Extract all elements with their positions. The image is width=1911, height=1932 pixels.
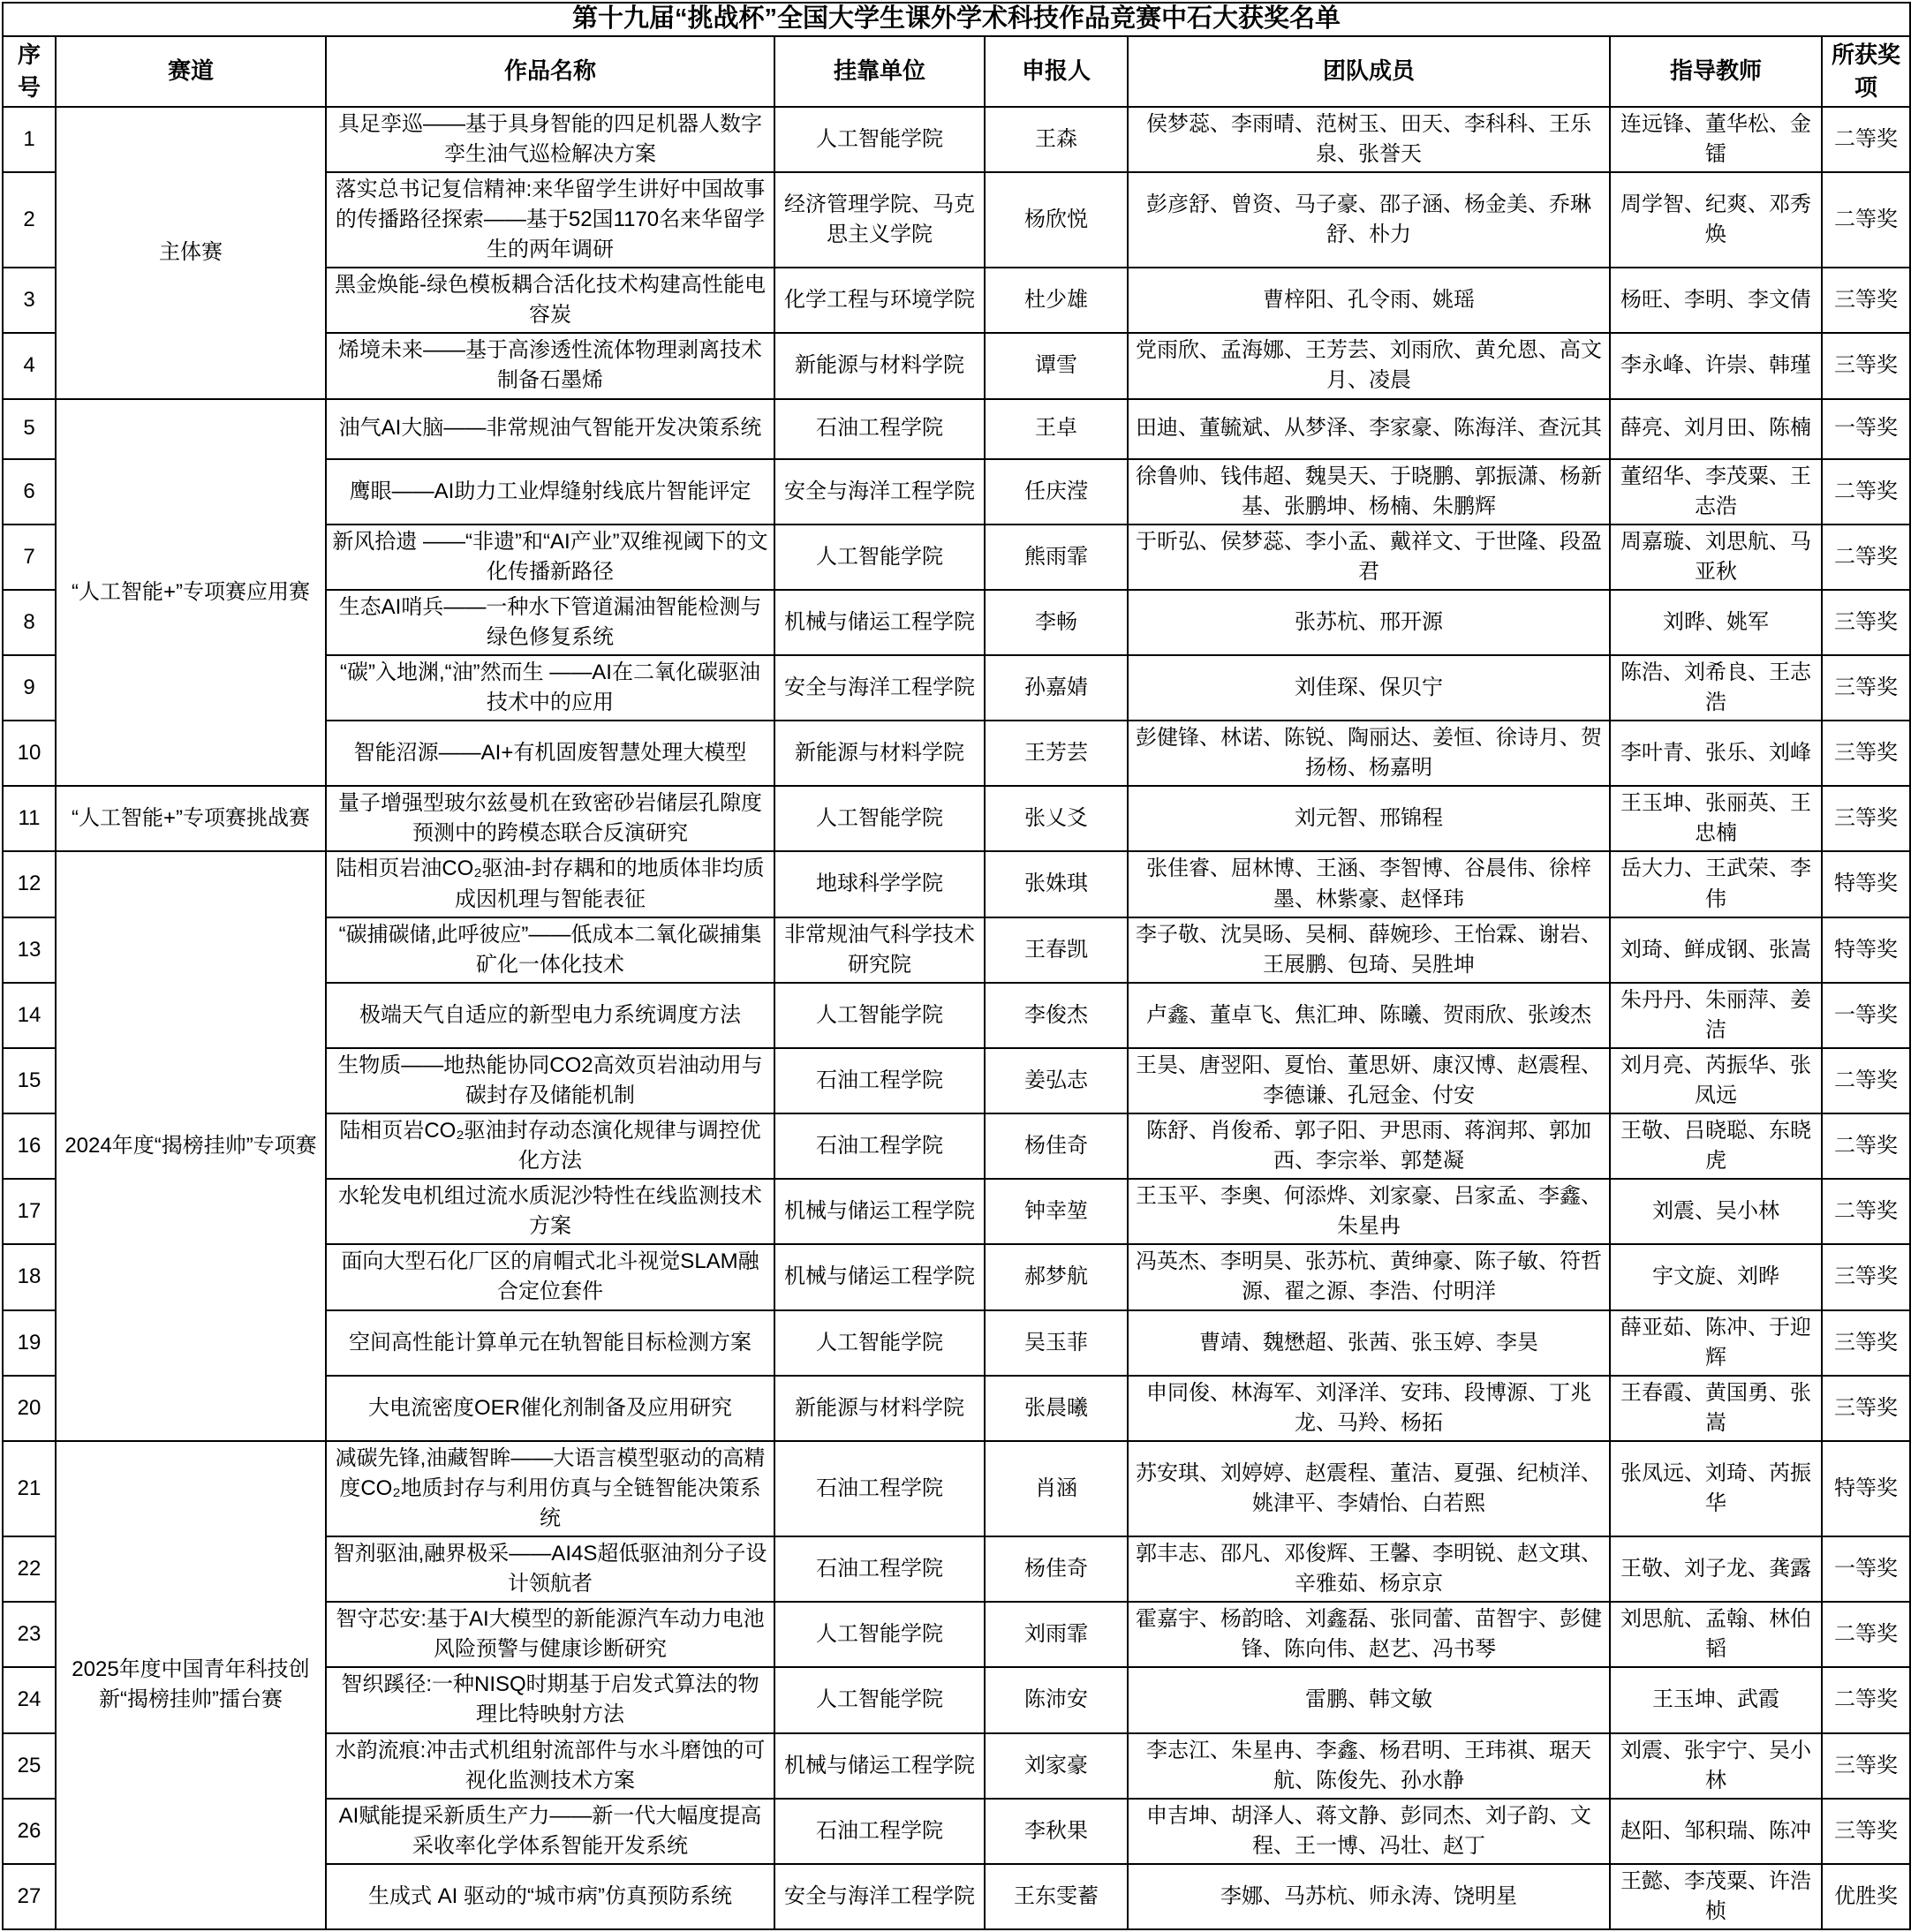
table-head	[3, 3, 1910, 107]
applicant-cell: 王卓	[985, 399, 1128, 459]
work-name-cell: 空间高性能计算单元在轨智能目标检测方案	[326, 1310, 774, 1376]
award-cell: 一等奖	[1822, 399, 1910, 459]
unit-cell: 地球科学学院	[774, 851, 985, 917]
award-cell: 特等奖	[1822, 851, 1910, 917]
advisors-cell: 刘琦、鲜成钢、张嵩	[1610, 917, 1822, 983]
row-number-cell: 1	[3, 107, 56, 172]
advisors-cell: 董绍华、李茂粟、王志浩	[1610, 459, 1822, 525]
team-members-cell: 刘元智、邢锦程	[1128, 786, 1610, 851]
team-members-cell: 雷鹏、韩文敏	[1128, 1667, 1610, 1732]
row-number-cell: 2	[3, 172, 56, 268]
work-name-cell: “碳”入地渊,“油”然而生 ——AI在二氧化碳驱油技术中的应用	[326, 655, 774, 721]
row-number-cell: 25	[3, 1733, 56, 1799]
unit-cell: 安全与海洋工程学院	[774, 459, 985, 525]
applicant-cell: 张晨曦	[985, 1376, 1128, 1441]
team-members-cell: 李志江、朱星冉、李鑫、杨君明、王玮祺、琚天航、陈俊先、孙水静	[1128, 1733, 1610, 1799]
award-cell: 特等奖	[1822, 917, 1910, 983]
unit-cell: 非常规油气科学技术研究院	[774, 917, 985, 983]
row-number-cell: 11	[3, 786, 56, 851]
table-body	[3, 107, 1910, 1929]
column-header-advisors: 指导教师	[1610, 36, 1822, 107]
award-cell: 一等奖	[1822, 1536, 1910, 1602]
applicant-cell: 张乂爻	[985, 786, 1128, 851]
applicant-cell: 王东雯蓄	[985, 1864, 1128, 1929]
applicant-cell: 杨佳奇	[985, 1113, 1128, 1179]
team-members-cell: 王昊、唐翌阳、夏怡、董思妍、康汉博、赵震程、李德谦、孔冠金、付安	[1128, 1048, 1610, 1113]
advisors-cell: 王懿、李茂粟、许浩桢	[1610, 1864, 1822, 1929]
award-cell: 三等奖	[1822, 655, 1910, 721]
work-name-cell: 生态AI哨兵——一种水下管道漏油智能检测与绿色修复系统	[326, 590, 774, 655]
team-members-cell: 彭彦舒、曾资、马子豪、邵子涵、杨金美、乔琳舒、朴力	[1128, 172, 1610, 268]
team-members-cell: 于昕弘、侯梦蕊、李小孟、戴祥文、于世隆、段盈君	[1128, 525, 1610, 590]
column-header-unit: 挂靠单位	[774, 36, 985, 107]
applicant-cell: 吴玉菲	[985, 1310, 1128, 1376]
row-number-cell: 15	[3, 1048, 56, 1113]
row-number-cell: 22	[3, 1536, 56, 1602]
advisors-cell: 张凤远、刘琦、芮振华	[1610, 1441, 1822, 1536]
applicant-cell: 谭雪	[985, 333, 1128, 398]
advisors-cell: 刘晔、姚军	[1610, 590, 1822, 655]
award-cell: 二等奖	[1822, 1667, 1910, 1732]
team-members-cell: 曹靖、魏懋超、张茜、张玉婷、李昊	[1128, 1310, 1610, 1376]
applicant-cell: 孙嘉婧	[985, 655, 1128, 721]
unit-cell: 人工智能学院	[774, 1667, 985, 1732]
advisors-cell: 王春霞、黄国勇、张嵩	[1610, 1376, 1822, 1441]
row-number-cell: 12	[3, 851, 56, 917]
row-number-cell: 6	[3, 459, 56, 525]
row-number-cell: 14	[3, 983, 56, 1048]
column-header-applicant: 申报人	[985, 36, 1128, 107]
awards-table	[2, 2, 1911, 1930]
unit-cell: 石油工程学院	[774, 399, 985, 459]
unit-cell: 石油工程学院	[774, 1441, 985, 1536]
award-cell: 特等奖	[1822, 1441, 1910, 1536]
team-members-cell: 党雨欣、孟海娜、王芳芸、刘雨欣、黄允恩、高文月、凌晨	[1128, 333, 1610, 398]
team-members-cell: 陈舒、肖俊希、郭子阳、尹思雨、蒋润邦、郭加西、李宗举、郭楚凝	[1128, 1113, 1610, 1179]
team-members-cell: 曹梓阳、孔令雨、姚瑶	[1128, 268, 1610, 333]
advisors-cell: 陈浩、刘希良、王志浩	[1610, 655, 1822, 721]
column-header-team: 团队成员	[1128, 36, 1610, 107]
award-cell: 三等奖	[1822, 1733, 1910, 1799]
award-cell: 二等奖	[1822, 459, 1910, 525]
row-number-cell: 27	[3, 1864, 56, 1929]
advisors-cell: 薛亮、刘月田、陈楠	[1610, 399, 1822, 459]
table-row	[3, 399, 1910, 459]
team-members-cell: 申同俊、林海军、刘泽洋、安玮、段博源、丁兆龙、马羚、杨拓	[1128, 1376, 1610, 1441]
award-cell: 三等奖	[1822, 1310, 1910, 1376]
award-cell: 三等奖	[1822, 1799, 1910, 1864]
row-number-cell: 21	[3, 1441, 56, 1536]
advisors-cell: 王玉坤、张丽英、王忠楠	[1610, 786, 1822, 851]
applicant-cell: 熊雨霏	[985, 525, 1128, 590]
award-cell: 三等奖	[1822, 268, 1910, 333]
unit-cell: 石油工程学院	[774, 1799, 985, 1864]
track-cell: 2025年度中国青年科技创新“揭榜挂帅”擂台赛	[56, 1441, 326, 1929]
team-members-cell: 王玉平、李奥、何添烨、刘家豪、吕家孟、李鑫、朱星冉	[1128, 1179, 1610, 1244]
column-header-track: 赛道	[56, 36, 326, 107]
row-number-cell: 20	[3, 1376, 56, 1441]
team-members-cell: 申吉坤、胡泽人、蒋文静、彭同杰、刘子韵、文程、王一博、冯壮、赵丁	[1128, 1799, 1610, 1864]
advisors-cell: 周嘉璇、刘思航、马亚秋	[1610, 525, 1822, 590]
award-cell: 二等奖	[1822, 172, 1910, 268]
unit-cell: 机械与储运工程学院	[774, 1244, 985, 1309]
work-name-cell: 落实总书记复信精神:来华留学生讲好中国故事的传播路径探索——基于52国1170名来华留学生的两年调研	[326, 172, 774, 268]
advisors-cell: 刘月亮、芮振华、张凤远	[1610, 1048, 1822, 1113]
applicant-cell: 刘雨霏	[985, 1602, 1128, 1667]
advisors-cell: 刘震、吴小林	[1610, 1179, 1822, 1244]
work-name-cell: “碳捕碳储,此呼彼应”——低成本二氧化碳捕集矿化一体化技术	[326, 917, 774, 983]
work-name-cell: 烯境未来——基于高渗透性流体物理剥离技术制备石墨烯	[326, 333, 774, 398]
unit-cell: 人工智能学院	[774, 786, 985, 851]
header-row	[3, 36, 1910, 107]
row-number-cell: 4	[3, 333, 56, 398]
advisors-cell: 王玉坤、武霞	[1610, 1667, 1822, 1732]
advisors-cell: 岳大力、王武荣、李伟	[1610, 851, 1822, 917]
work-name-cell: 陆相页岩CO₂驱油封存动态演化规律与调控优化方法	[326, 1113, 774, 1179]
track-cell: “人工智能+”专项赛挑战赛	[56, 786, 326, 851]
unit-cell: 人工智能学院	[774, 1310, 985, 1376]
title-row	[3, 3, 1910, 36]
work-name-cell: 面向大型石化厂区的肩帽式北斗视觉SLAM融合定位套件	[326, 1244, 774, 1309]
award-cell: 二等奖	[1822, 107, 1910, 172]
advisors-cell: 杨旺、李明、李文倩	[1610, 268, 1822, 333]
unit-cell: 化学工程与环境学院	[774, 268, 985, 333]
applicant-cell: 刘家豪	[985, 1733, 1128, 1799]
work-name-cell: 新风拾遗 ——“非遗”和“AI产业”双维视阈下的文化传播新路径	[326, 525, 774, 590]
row-number-cell: 8	[3, 590, 56, 655]
unit-cell: 新能源与材料学院	[774, 721, 985, 786]
work-name-cell: 极端天气自适应的新型电力系统调度方法	[326, 983, 774, 1048]
applicant-cell: 郝梦航	[985, 1244, 1128, 1309]
unit-cell: 经济管理学院、马克思主义学院	[774, 172, 985, 268]
column-header-work: 作品名称	[326, 36, 774, 107]
team-members-cell: 徐鲁帅、钱伟超、魏昊天、于晓鹏、郭振潇、杨新基、张鹏坤、杨楠、朱鹏辉	[1128, 459, 1610, 525]
team-members-cell: 侯梦蕊、李雨晴、范树玉、田天、李科科、王乐泉、张誉天	[1128, 107, 1610, 172]
page-title: 第十九届“挑战杯”全国大学生课外学术科技作品竞赛中石大获奖名单	[3, 3, 1910, 36]
work-name-cell: 生物质——地热能协同CO2高效页岩油动用与碳封存及储能机制	[326, 1048, 774, 1113]
applicant-cell: 杨欣悦	[985, 172, 1128, 268]
work-name-cell: 量子增强型玻尔兹曼机在致密砂岩储层孔隙度预测中的跨模态联合反演研究	[326, 786, 774, 851]
award-cell: 三等奖	[1822, 721, 1910, 786]
work-name-cell: 智剂驱油,融界极采——AI4S超低驱油剂分子设计领航者	[326, 1536, 774, 1602]
team-members-cell: 郭丰志、邵凡、邓俊辉、王馨、李明锐、赵文琪、辛雅茹、杨京京	[1128, 1536, 1610, 1602]
team-members-cell: 刘佳琛、保贝宁	[1128, 655, 1610, 721]
column-header-award: 所获奖项	[1822, 36, 1910, 107]
row-number-cell: 9	[3, 655, 56, 721]
team-members-cell: 田迪、董毓斌、从梦泽、李家豪、陈海洋、查沅其	[1128, 399, 1610, 459]
unit-cell: 石油工程学院	[774, 1048, 985, 1113]
team-members-cell: 卢鑫、董卓飞、焦汇珅、陈曦、贺雨欣、张竣杰	[1128, 983, 1610, 1048]
work-name-cell: 水韵流痕:冲击式机组射流部件与水斗磨蚀的可视化监测技术方案	[326, 1733, 774, 1799]
applicant-cell: 李畅	[985, 590, 1128, 655]
applicant-cell: 姜弘志	[985, 1048, 1128, 1113]
award-cell: 二等奖	[1822, 1179, 1910, 1244]
unit-cell: 石油工程学院	[774, 1536, 985, 1602]
unit-cell: 机械与储运工程学院	[774, 590, 985, 655]
applicant-cell: 陈沛安	[985, 1667, 1128, 1732]
advisors-cell: 宇文旋、刘晔	[1610, 1244, 1822, 1309]
row-number-cell: 17	[3, 1179, 56, 1244]
advisors-cell: 连远锋、董华松、金镭	[1610, 107, 1822, 172]
team-members-cell: 霍嘉宇、杨韵晗、刘鑫磊、张同蕾、苗智宇、彭健锋、陈向伟、赵艺、冯书琴	[1128, 1602, 1610, 1667]
work-name-cell: 智能沼源——AI+有机固废智慧处理大模型	[326, 721, 774, 786]
unit-cell: 人工智能学院	[774, 983, 985, 1048]
row-number-cell: 3	[3, 268, 56, 333]
work-name-cell: 智织蹊径:一种NISQ时期基于启发式算法的物理比特映射方法	[326, 1667, 774, 1732]
advisors-cell: 薛亚茹、陈冲、于迎辉	[1610, 1310, 1822, 1376]
award-cell: 优胜奖	[1822, 1864, 1910, 1929]
applicant-cell: 肖涵	[985, 1441, 1128, 1536]
work-name-cell: AI赋能提采新质生产力——新一代大幅度提高采收率化学体系智能开发系统	[326, 1799, 774, 1864]
row-number-cell: 26	[3, 1799, 56, 1864]
advisors-cell: 朱丹丹、朱丽萍、姜洁	[1610, 983, 1822, 1048]
work-name-cell: 大电流密度OER催化剂制备及应用研究	[326, 1376, 774, 1441]
table-row	[3, 786, 1910, 851]
unit-cell: 人工智能学院	[774, 1602, 985, 1667]
team-members-cell: 李娜、马苏杭、师永涛、饶明星	[1128, 1864, 1610, 1929]
unit-cell: 机械与储运工程学院	[774, 1733, 985, 1799]
unit-cell: 人工智能学院	[774, 107, 985, 172]
applicant-cell: 王春凯	[985, 917, 1128, 983]
row-number-cell: 16	[3, 1113, 56, 1179]
award-cell: 二等奖	[1822, 1113, 1910, 1179]
award-cell: 一等奖	[1822, 983, 1910, 1048]
applicant-cell: 李俊杰	[985, 983, 1128, 1048]
unit-cell: 新能源与材料学院	[774, 333, 985, 398]
track-cell: 2024年度“揭榜挂帅”专项赛	[56, 851, 326, 1440]
table-row	[3, 851, 1910, 917]
award-cell: 二等奖	[1822, 1048, 1910, 1113]
advisors-cell: 刘思航、孟翰、林伯韬	[1610, 1602, 1822, 1667]
work-name-cell: 具足孪巡——基于具身智能的四足机器人数字孪生油气巡检解决方案	[326, 107, 774, 172]
award-cell: 三等奖	[1822, 786, 1910, 851]
work-name-cell: 生成式 AI 驱动的“城市病”仿真预防系统	[326, 1864, 774, 1929]
table-row	[3, 1441, 1910, 1536]
work-name-cell: 陆相页岩油CO₂驱油-封存耦和的地质体非均质成因机理与智能表征	[326, 851, 774, 917]
advisors-cell: 周学智、纪爽、邓秀焕	[1610, 172, 1822, 268]
team-members-cell: 张佳睿、屈林博、王涵、李智博、谷晨伟、徐梓墨、林紫豪、赵怿玮	[1128, 851, 1610, 917]
row-number-cell: 19	[3, 1310, 56, 1376]
award-cell: 二等奖	[1822, 1602, 1910, 1667]
work-name-cell: 黑金焕能-绿色模板耦合活化技术构建高性能电容炭	[326, 268, 774, 333]
work-name-cell: 油气AI大脑——非常规油气智能开发决策系统	[326, 399, 774, 459]
advisors-cell: 王敬、刘子龙、龚露	[1610, 1536, 1822, 1602]
applicant-cell: 杨佳奇	[985, 1536, 1128, 1602]
unit-cell: 石油工程学院	[774, 1113, 985, 1179]
row-number-cell: 24	[3, 1667, 56, 1732]
unit-cell: 安全与海洋工程学院	[774, 1864, 985, 1929]
advisors-cell: 刘震、张宇宁、吴小林	[1610, 1733, 1822, 1799]
unit-cell: 机械与储运工程学院	[774, 1179, 985, 1244]
applicant-cell: 王芳芸	[985, 721, 1128, 786]
work-name-cell: 减碳先锋,油藏智眸——大语言模型驱动的高精度CO₂地质封存与利用仿真与全链智能决策系统	[326, 1441, 774, 1536]
column-header-no: 序号	[3, 36, 56, 107]
applicant-cell: 杜少雄	[985, 268, 1128, 333]
applicant-cell: 任庆滢	[985, 459, 1128, 525]
track-cell: 主体赛	[56, 107, 326, 399]
unit-cell: 人工智能学院	[774, 525, 985, 590]
work-name-cell: 鹰眼——AI助力工业焊缝射线底片智能评定	[326, 459, 774, 525]
row-number-cell: 18	[3, 1244, 56, 1309]
award-cell: 三等奖	[1822, 1376, 1910, 1441]
row-number-cell: 10	[3, 721, 56, 786]
row-number-cell: 13	[3, 917, 56, 983]
team-members-cell: 彭健锋、林诺、陈锐、陶丽达、姜恒、徐诗月、贺扬杨、杨嘉明	[1128, 721, 1610, 786]
team-members-cell: 冯英杰、李明昊、张苏杭、黄绅豪、陈子敏、符哲源、翟之源、李浩、付明洋	[1128, 1244, 1610, 1309]
work-name-cell: 智守芯安:基于AI大模型的新能源汽车动力电池风险预警与健康诊断研究	[326, 1602, 774, 1667]
work-name-cell: 水轮发电机组过流水质泥沙特性在线监测技术方案	[326, 1179, 774, 1244]
award-cell: 三等奖	[1822, 333, 1910, 398]
row-number-cell: 5	[3, 399, 56, 459]
row-number-cell: 7	[3, 525, 56, 590]
table-row	[3, 107, 1910, 172]
unit-cell: 安全与海洋工程学院	[774, 655, 985, 721]
team-members-cell: 张苏杭、邢开源	[1128, 590, 1610, 655]
advisors-cell: 王敬、吕晓聪、东晓虎	[1610, 1113, 1822, 1179]
advisors-cell: 李叶青、张乐、刘峰	[1610, 721, 1822, 786]
row-number-cell: 23	[3, 1602, 56, 1667]
unit-cell: 新能源与材料学院	[774, 1376, 985, 1441]
applicant-cell: 钟幸堃	[985, 1179, 1128, 1244]
advisors-cell: 李永峰、许崇、韩瑾	[1610, 333, 1822, 398]
applicant-cell: 王森	[985, 107, 1128, 172]
award-cell: 二等奖	[1822, 525, 1910, 590]
applicant-cell: 张姝琪	[985, 851, 1128, 917]
award-cell: 三等奖	[1822, 590, 1910, 655]
team-members-cell: 李子敬、沈昊旸、吴桐、薛婉珍、王怡霖、谢岩、王展鹏、包琦、吴胜坤	[1128, 917, 1610, 983]
award-cell: 三等奖	[1822, 1244, 1910, 1309]
team-members-cell: 苏安琪、刘婷婷、赵震程、董洁、夏强、纪桢洋、姚津平、李婧怡、白若熙	[1128, 1441, 1610, 1536]
track-cell: “人工智能+”专项赛应用赛	[56, 399, 326, 787]
applicant-cell: 李秋果	[985, 1799, 1128, 1864]
advisors-cell: 赵阳、邹积瑞、陈冲	[1610, 1799, 1822, 1864]
